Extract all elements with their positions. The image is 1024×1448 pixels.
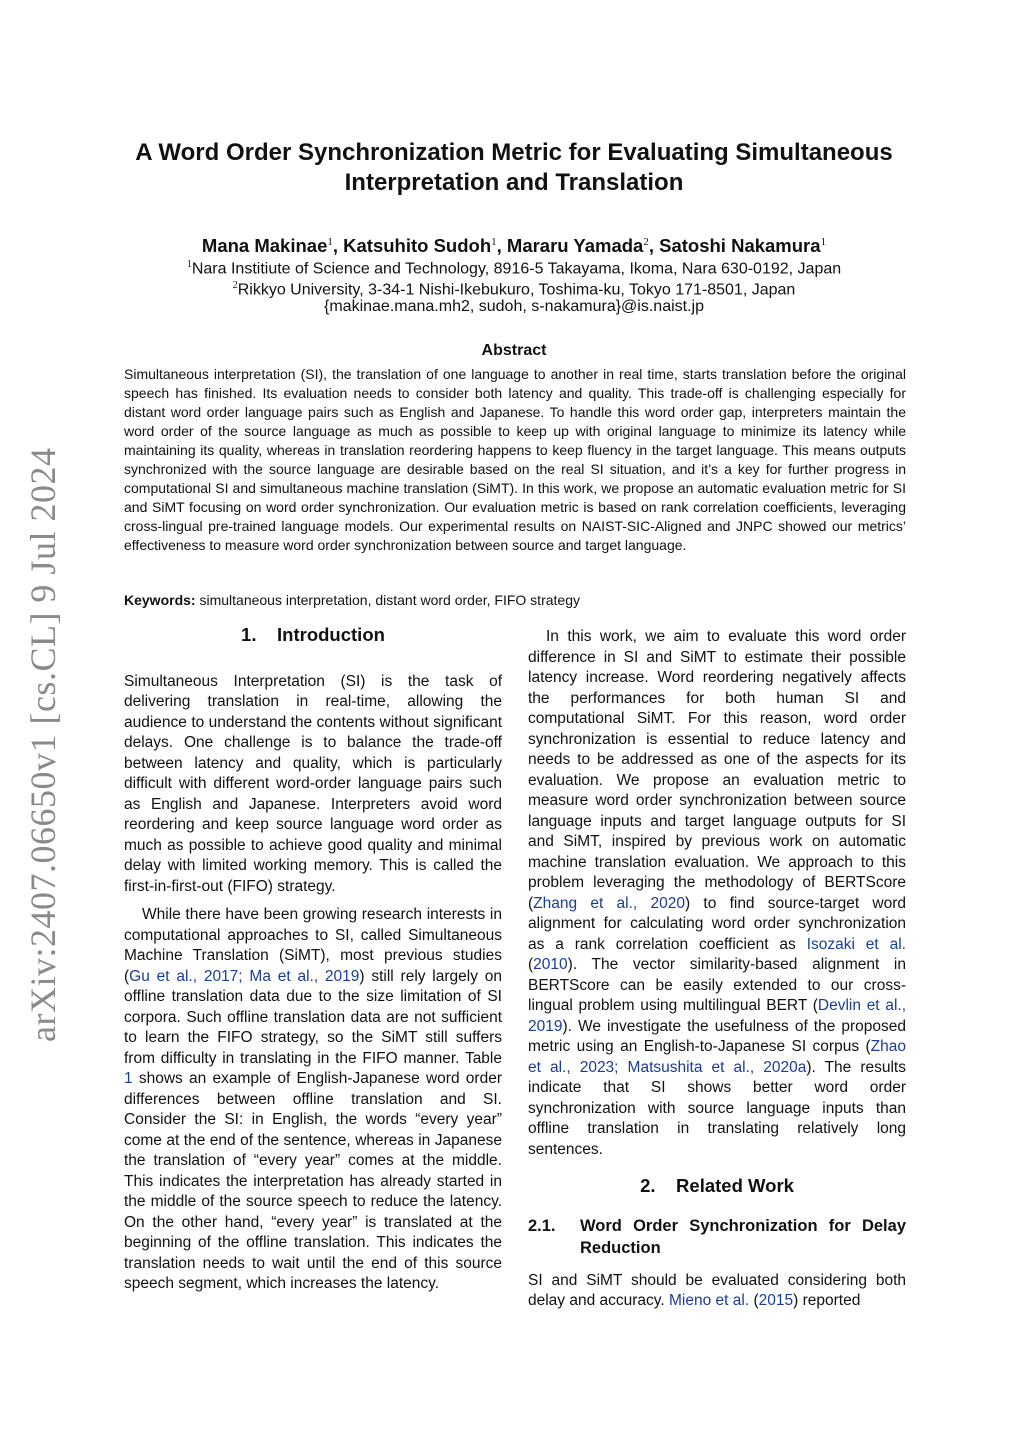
paragraph-text: (: [749, 1292, 759, 1309]
paragraph-text: ) reported: [793, 1292, 861, 1309]
author-emails: {makinae.mana.mh2, sudoh, s-nakamura}@is.naist.jp: [324, 298, 704, 315]
title-line-1: A Word Order Synchronization Metric for Evaluating Simultaneous: [135, 139, 893, 166]
affiliation-2: $^2$Rikkyo University, 3-34-1 Nishi-Ikebukuro, Toshima-ku, Tokyo 171-8501, Japan: [232, 280, 796, 299]
section-2-1-number: 2.1.: [528, 1216, 556, 1235]
right-paragraph-1: [528, 627, 906, 1160]
paragraph-text: ). We investigate the usefulness of the proposed metric using an English-to-Japanese SI corpus (: [528, 1017, 906, 1055]
related-work-paragraph: [528, 1271, 906, 1312]
author-affiliation-mark: 2: [643, 236, 649, 248]
right-column: [528, 627, 906, 1320]
author-affiliation-mark: 1: [820, 236, 827, 248]
citation-link[interactable]: Mieno et al.: [669, 1292, 750, 1309]
author-name: Mana Makinae: [201, 235, 328, 257]
paragraph-text: ). The vector similarity-based alignment in BERTScore can be easily extended to our cross-lingual problem using multilingual BERT (: [528, 956, 906, 1014]
title-line-2: Interpretation and Translation: [344, 169, 684, 196]
section-2-1-heading: [528, 1215, 906, 1259]
paragraph-text: (: [528, 956, 534, 973]
left-column: [124, 625, 502, 1303]
paragraph-text: ) to find source-target word alignment for calculating word order synchronization as a rank correlation coefficient as: [528, 894, 906, 953]
section-2-1-title: Word Order Synchronization for Delay Reduction: [580, 1216, 906, 1257]
section-2-heading: 2. Related Work: [640, 1175, 794, 1196]
arxiv-side-stamp: arXiv:2407.06650v1 [cs.CL] 9 Jul 2024: [23, 447, 63, 1042]
author-name: Katsuhito Sudoh: [343, 235, 492, 257]
intro-paragraph-1: Simultaneous Interpretation (SI) is the task of delivering translation in real-time, allowing the audience to understand the contents without significant delays. One challenge is to balance the trade-off between latency and quality, which is particularly difficult with different word-order language pairs such as English and Japanese. Interpreters avoid word reordering and keep source language word order as much as possible to achieve good quality and minimal delay with limited working memory. This is called the first-in-first-out (FIFO) strategy.: [124, 672, 502, 895]
keywords-text: simultaneous interpretation, distant word order, FIFO strategy: [195, 592, 580, 608]
author-name: Satoshi Nakamura: [659, 235, 821, 257]
citation-link[interactable]: Zhao et al., 2023; Matsushita et al., 2020a: [528, 1038, 906, 1076]
paragraph-text: In this work, we aim to evaluate this word order difference in SI and SiMT to estimate their possible latency increase. Word reordering negatively affects the performances for both human SI and computational SiMT. For this reason, word order synchronization is essential to reduce latency and needs to be addressed as one of the aspects for its evaluation. We propose an evaluation metric to measure word order synchronization between source language inputs and target language outputs for SI and SiMT, inspired by previous work on automatic machine translation evaluation. We approach to this problem leveraging the methodology of BERTScore (: [528, 628, 906, 912]
citation-link[interactable]: 2015: [758, 1292, 794, 1309]
author-affiliation-mark: 1: [327, 236, 333, 248]
citation-link[interactable]: 2010: [533, 956, 568, 973]
keywords-label: Keywords:: [124, 592, 196, 608]
citation-link[interactable]: Isozaki et al.: [806, 935, 906, 953]
abstract-text: Simultaneous interpretation (SI), the translation of one language to another in real time, starts translation before the original speech has finished. Its evaluation needs to consider both latency and quality. This trade-off is challenging especially for distant word order language pairs such as English and Japanese. To handle this word order gap, interpreters maintain the word order of the source language as much as possible to keep up with original language to minimize its latency while maintaining its quality, whereas in translation reordering happens to keep fluency in the target language. This means outputs synchronized with the source language are desirable based on the real SI situation, and it’s a key for further progress in computational SI and simultaneous machine translation (SiMT). In this work, we propose an automatic evaluation metric for SI and SiMT focusing on word order synchronization. Our evaluation metric is based on rank correlation coefficients, leveraging cross-lingual pre-trained language models. Our experimental results on NAIST-SIC-Aligned and JNPC showed our metrics’ effectiveness to measure word order synchronization between source and target language.: [124, 366, 906, 553]
affiliation-1: $^1$Nara Institiute of Science and Technology, 8916-5 Takayama, Ikoma, Nara 630-0192, Japan: [186, 259, 842, 278]
paragraph-text: While there have been growing research interests in computational approaches to SI, called Simultaneous Machine Translation (SiMT), most previous studies (: [124, 906, 502, 985]
paragraph-text: ) still rely largely on offline translation data due to the size limitation of SI corpora. Such offline translation data are not sufficient to learn the FIFO strategy, so the SiMT still suffers from difficulty in translating in the FIFO manner. Table: [124, 967, 502, 1067]
citation-link[interactable]: Devlin et al., 2019: [528, 997, 907, 1035]
author-affiliation-mark: 1: [491, 236, 497, 248]
keywords: [124, 591, 906, 610]
citation-link[interactable]: 1: [124, 1070, 133, 1087]
abstract-heading: Abstract: [481, 342, 547, 359]
intro-paragraph-2: [124, 905, 502, 1295]
paragraph-text: shows an example of English-Japanese word order differences between offline translation and SI. Consider the SI: in English, the words “every year” come at the end of the sentence, whereas in Japanese the translation of “every year” comes at the middle. This indicates the interpretation has already started in the middle of the source speech to reduce the latency. On the other hand, “every year” is translated at the beginning of the offline translation. This indicates the translation needs to wait until the end of this source speech segment, which increases the latency.: [124, 1070, 502, 1292]
citation-link[interactable]: Zhang et al., 2020: [533, 894, 685, 912]
citation-link[interactable]: Gu et al., 2017; Ma et al., 2019: [129, 967, 360, 985]
paragraph-text: SI and SiMT should be evaluated considering both delay and accuracy.: [528, 1271, 906, 1309]
author-list: Mana Makinae$^1$, Katsuhito Sudoh$^1$, Mararu Yamada$^2$, Satoshi Nakamura$^1$: [201, 235, 827, 257]
author-name: Mararu Yamada: [506, 235, 644, 257]
paper-title: [100, 138, 928, 198]
paragraph-text: ). The results indicate that SI shows better word order synchronization with source language inputs than offline translation in translating relatively long sentences.: [528, 1058, 906, 1158]
section-1-heading: 1. Introduction: [241, 624, 385, 645]
